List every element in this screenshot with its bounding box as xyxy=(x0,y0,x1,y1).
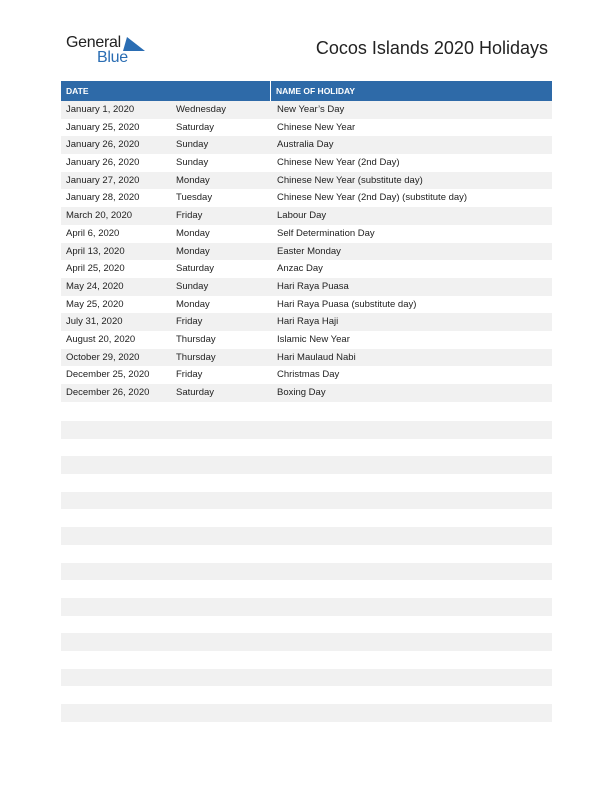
holiday-name: New Year’s Day xyxy=(277,104,345,115)
holiday-name: Chinese New Year (2nd Day) xyxy=(277,157,400,169)
blank-row xyxy=(61,421,552,439)
blank-row xyxy=(61,456,552,474)
holiday-name: Hari Maulaud Nabi xyxy=(277,351,356,363)
table-row xyxy=(61,189,552,207)
holiday-date: January 1, 2020 xyxy=(66,104,135,115)
holiday-date: January 25, 2020 xyxy=(66,121,140,133)
table-row xyxy=(61,101,552,119)
holiday-date: May 25, 2020 xyxy=(66,298,124,310)
holiday-weekday: Sunday xyxy=(176,157,209,169)
holiday-weekday: Thursday xyxy=(176,333,216,345)
blank-row xyxy=(61,704,552,722)
blank-row xyxy=(61,669,552,687)
holiday-date: April 6, 2020 xyxy=(66,227,120,239)
table-row xyxy=(61,349,552,367)
holiday-name: Boxing Day xyxy=(277,387,326,398)
holiday-date: April 13, 2020 xyxy=(66,245,125,257)
holiday-weekday: Friday xyxy=(176,369,203,381)
holiday-weekday: Friday xyxy=(176,316,203,328)
holiday-name: Australia Day xyxy=(277,139,334,151)
brand-name-bottom: Blue xyxy=(97,49,128,66)
holiday-name: Hari Raya Puasa (substitute day) xyxy=(277,298,417,310)
holiday-date: January 28, 2020 xyxy=(66,192,140,204)
holiday-date: July 31, 2020 xyxy=(66,316,123,328)
blank-row xyxy=(61,474,552,492)
table-row xyxy=(61,119,552,137)
holiday-weekday: Sunday xyxy=(176,139,209,151)
blank-row xyxy=(61,563,552,581)
holiday-weekday: Monday xyxy=(176,227,210,239)
holiday-weekday: Saturday xyxy=(176,387,215,398)
holiday-table xyxy=(61,81,552,402)
holiday-weekday: Sunday xyxy=(176,280,209,292)
brand-logo xyxy=(66,34,156,70)
holiday-weekday: Monday xyxy=(176,174,210,186)
holiday-name: Chinese New Year xyxy=(277,121,356,133)
page-title: Cocos Islands 2020 Holidays xyxy=(315,38,548,58)
table-row xyxy=(61,313,552,331)
blank-row xyxy=(61,527,552,545)
blank-row xyxy=(61,509,552,527)
table-row xyxy=(61,296,552,314)
blank-row xyxy=(61,545,552,563)
holiday-date: March 20, 2020 xyxy=(66,210,133,222)
table-row xyxy=(61,366,552,384)
table-row xyxy=(61,136,552,154)
holiday-weekday: Monday xyxy=(176,245,210,257)
table-row xyxy=(61,225,552,243)
holiday-name: Chinese New Year (substitute day) xyxy=(277,174,423,186)
table-header xyxy=(61,81,552,101)
holiday-date: April 25, 2020 xyxy=(66,263,125,275)
holiday-name: Chinese New Year (2nd Day) (substitute day) xyxy=(277,192,468,204)
holiday-name: Self Determination Day xyxy=(277,227,375,239)
holiday-weekday: Thursday xyxy=(176,351,216,363)
holiday-name: Hari Raya Puasa xyxy=(277,280,349,292)
table-row xyxy=(61,260,552,278)
holiday-name: Islamic New Year xyxy=(277,333,350,345)
holiday-weekday: Wednesday xyxy=(176,104,226,115)
holiday-date: August 20, 2020 xyxy=(66,333,136,345)
holiday-date: January 26, 2020 xyxy=(66,139,140,151)
blank-row xyxy=(61,651,552,669)
blank-row xyxy=(61,439,552,457)
holiday-date: December 26, 2020 xyxy=(66,387,150,398)
table-body xyxy=(61,101,552,402)
table-row xyxy=(61,207,552,225)
holiday-name: Hari Raya Haji xyxy=(277,316,339,328)
holiday-name: Christmas Day xyxy=(277,369,340,381)
holiday-weekday: Tuesday xyxy=(176,192,213,204)
holiday-weekday: Saturday xyxy=(176,263,215,275)
holiday-date: October 29, 2020 xyxy=(66,351,140,363)
holiday-name: Easter Monday xyxy=(277,245,341,257)
table-row xyxy=(61,172,552,190)
blank-row xyxy=(61,598,552,616)
blank-row xyxy=(61,492,552,510)
holiday-date: May 24, 2020 xyxy=(66,280,124,292)
holiday-column-header: NAME OF HOLIDAY xyxy=(271,81,552,101)
holiday-weekday: Monday xyxy=(176,298,210,310)
holiday-name: Labour Day xyxy=(277,210,327,222)
blank-row xyxy=(61,686,552,704)
date-column-header: DATE xyxy=(61,81,271,101)
holiday-weekday: Saturday xyxy=(176,121,215,133)
table-row xyxy=(61,331,552,349)
blank-row xyxy=(61,616,552,634)
holiday-weekday: Friday xyxy=(176,210,203,222)
blank-rows xyxy=(61,421,552,722)
holiday-date: January 27, 2020 xyxy=(66,174,140,186)
holiday-date: January 26, 2020 xyxy=(66,157,140,169)
holiday-name: Anzac Day xyxy=(277,263,323,275)
holiday-date: December 25, 2020 xyxy=(66,369,150,381)
brand-name-top: General xyxy=(66,34,121,51)
table-row xyxy=(61,243,552,261)
table-row xyxy=(61,384,552,402)
table-row xyxy=(61,154,552,172)
table-row xyxy=(61,278,552,296)
blank-row xyxy=(61,580,552,598)
blank-row xyxy=(61,633,552,651)
